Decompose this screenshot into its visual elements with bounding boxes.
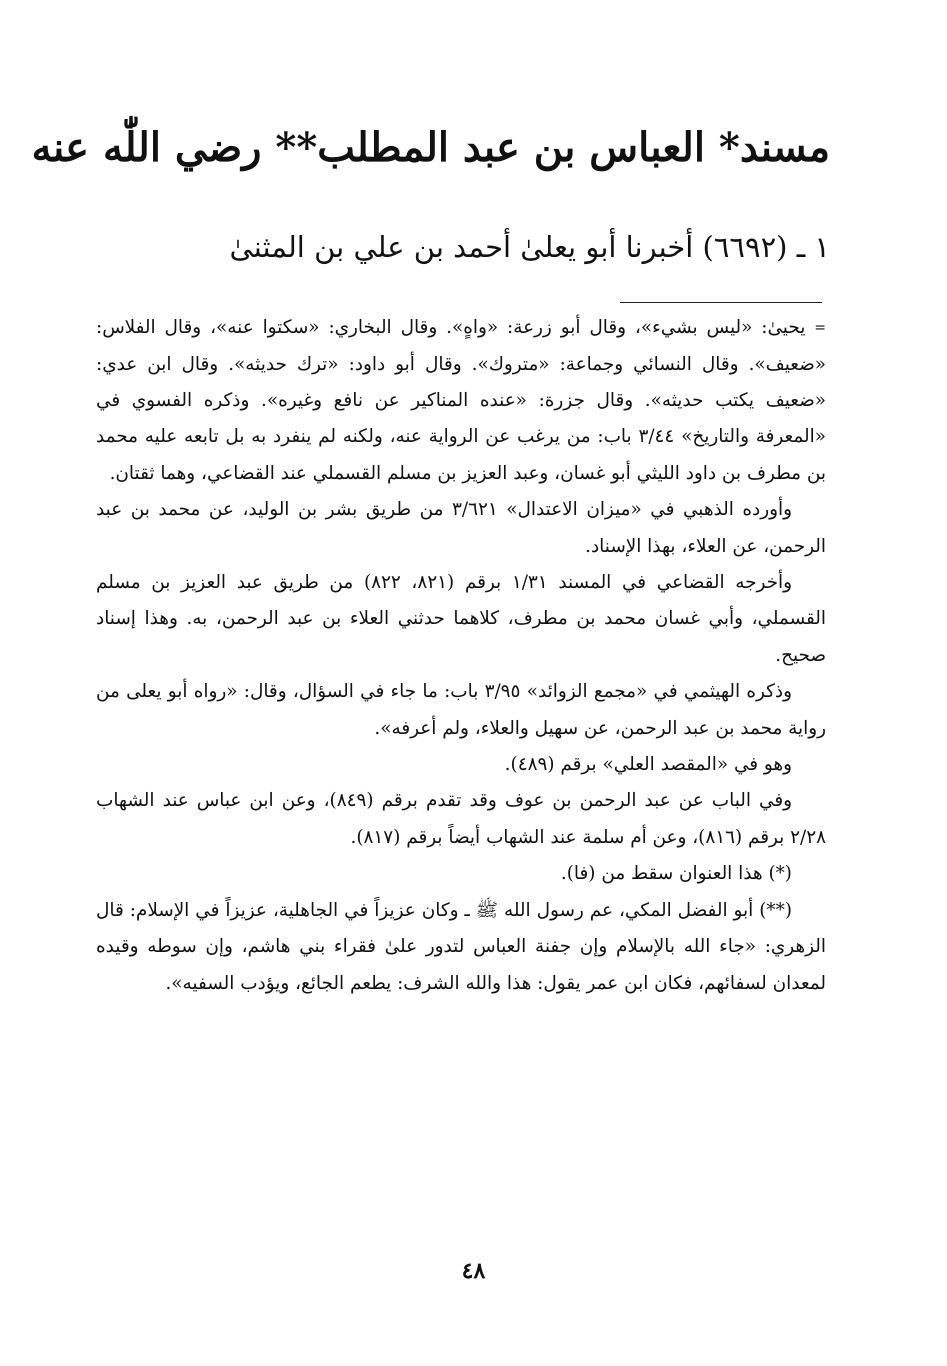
- footnote-paragraph: وأورده الذهبي في «ميزان الاعتدال» ٣/٦٢١ من طريق بشر بن الوليد، عن محمد بن عبد الرحمن، عن العلاء، بهذا الإسناد.: [96, 499, 826, 557]
- footnote-separator: [620, 302, 822, 303]
- footnote-paragraph: وهو في «المقصد العلي» برقم (٤٨٩).: [504, 754, 792, 776]
- footnote-continuation: [96, 310, 826, 492]
- footnote-title-note: (*) هذا العنوان سقط من (فا).: [560, 863, 792, 885]
- page-number: ٤٨: [461, 1258, 486, 1284]
- page-title: مسند* العباس بن عبد المطلب** رضي اللّٰه عنه: [31, 124, 830, 171]
- footnote-paragraph: وفي الباب عن عبد الرحمن بن عوف وقد تقدم برقم (٨٤٩)، وعن ابن عباس عند الشهاب ٢/٢٨ برقم (٨١٦)، وعن أم سلمة عند الشهاب أيضاً برقم (٨١٧).: [96, 790, 826, 848]
- footnote-text: يحيىٰ: «ليس بشيء»، وقال أبو زرعة: «واهٍ». وقال البخاري: «سكتوا عنه»، وقال الفلاس: «ضعيف». وقال النسائي وجماعة: «متروك». وقال أبو داود: «ترك حديثه». وقال ابن عدي: «ضعيف يكتب حديثه». وقال جزرة: «عنده المناكير عن نافع وغيره». وذكره الفسوي في «المعرفة والتاريخ» ٣/٤٤ باب: من يرغب عن الرواية عنه، ولكنه لم ينفرد به بل تابعه عليه محمد بن مطرف بن داود الليثي أبو غسان، وعبد العزيز بن مسلم القسملي عند القضاعي، وهما ثقتان.: [96, 317, 827, 484]
- continuation-mark: =: [814, 320, 826, 336]
- footnote-paragraph: وأخرجه القضاعي في المسند ١/٣١ برقم (٨٢١، ٨٢٢) من طريق عبد العزيز بن مسلم القسملي، وأبي غسان محمد بن مطرف، كلاهما حدثني العلاء بن عبد الرحمن، به. وهذا إسناد صحيح.: [96, 572, 826, 666]
- footnote-paragraph: وذكره الهيثمي في «مجمع الزوائد» ٣/٩٥ باب: ما جاء في السؤال، وقال: «رواه أبو يعلى من رواية محمد بن عبد الرحمن، عن سهيل والعلاء، ولم أعرفه».: [96, 681, 826, 739]
- footnote-biography-note: (**) أبو الفضل المكي، عم رسول الله ﷺ ـ وكان عزيزاً في الجاهلية، عزيزاً في الإسلام: قال الزهري: «جاء الله بالإسلام وإن جفنة العباس لتدور علىٰ فقراء بني هاشم، وإن سوطه وقيده لمعدان لسفائهم، فكان ابن عمر يقول: هذا والله الشرف: يطعم الجائع، ويؤدب السفيه».: [96, 899, 826, 994]
- hadith-header: ١ ـ (٦٦٩٢) أخبرنا أبو يعلىٰ أحمد بن علي بن المثنىٰ: [229, 230, 830, 264]
- footnotes-section: [96, 310, 826, 1002]
